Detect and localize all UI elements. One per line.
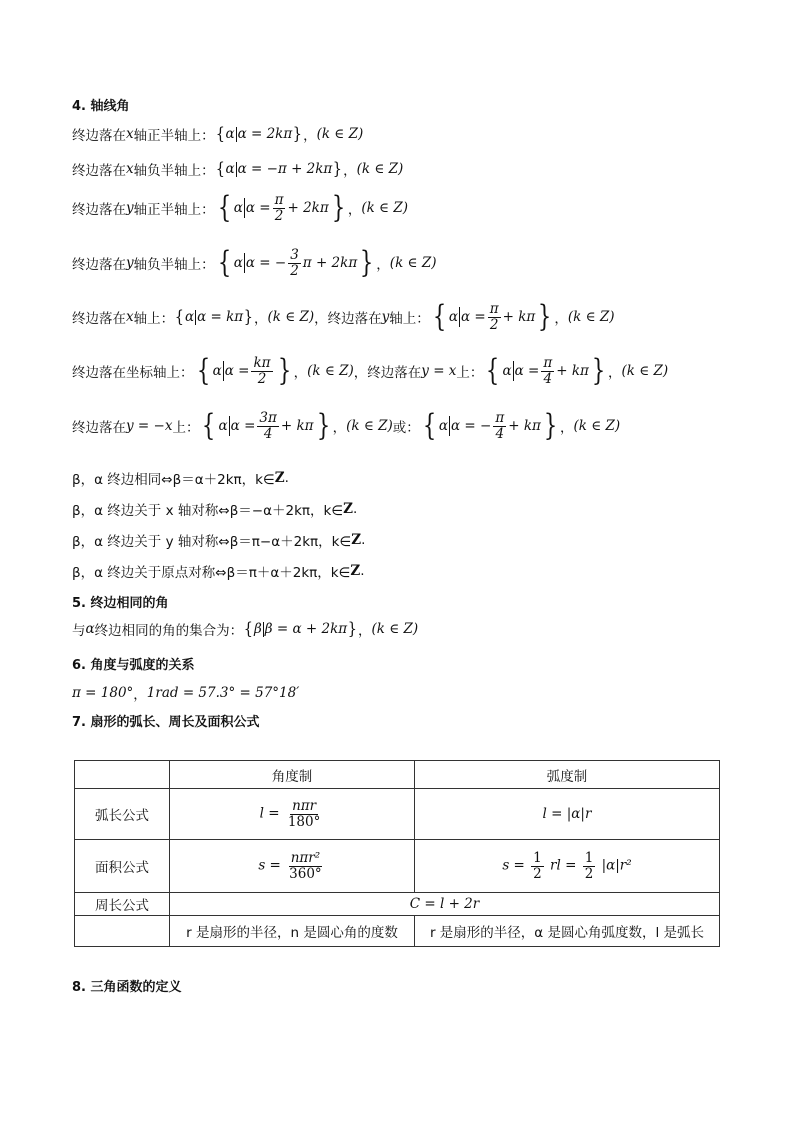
line-y-positive: 终边落在 y 轴正半轴上： { α α = $\frac{\pi}{2}$ + 2kπ } ， (k ∈ Z): [72, 190, 408, 225]
rule-origin-symmetry: β，α 终边关于原点对称⇔β＝π＋α＋2kπ，k∈ Z .: [72, 563, 365, 581]
section-8-title: 8. 三角函数的定义: [72, 980, 182, 995]
section-5-title: 5. 终边相同的角: [72, 596, 169, 611]
table-header-degree: 角度制: [170, 761, 415, 789]
section-7-title: 7. 扇形的弧长、周长及面积公式: [72, 715, 260, 730]
line-y-negative: 终边落在 y 轴负半轴上： { α α = − $\frac{3}{2}$ π + 2kπ } ， (k ∈ Z): [72, 245, 437, 280]
rule-y-symmetry: β，α 终边关于 y 轴对称⇔β＝π−α＋2kπ，k∈ Z .: [72, 532, 366, 550]
sector-formula-table: [74, 760, 720, 947]
line-x-negative: 终边落在 x 轴负半轴上： { α α = −π + 2kπ } ， (k ∈ Z): [72, 159, 404, 179]
section-4-title: 4. 轴线角: [72, 99, 130, 114]
row-label-notes-empty: [75, 916, 170, 947]
note-radian: r 是扇形的半径，α 是圆心角弧度数，l 是弧长: [415, 916, 720, 947]
line-y-neg-x: 终边落在 y = −x 上： { α α = $\frac{3\pi}{4}$ + kπ } ， (k ∈ Z) 或： { α α = − $\frac{\pi}{4}$ + kπ } ， (k ∈ Z): [72, 408, 621, 443]
line-x-y-axis: 终边落在 x 轴上： { α α = kπ } ， (k ∈ Z) ，终边落在 y 轴上： { α α = $\frac{\pi}{2}$ + kπ } ， (k ∈ Z): [72, 299, 615, 334]
row-label-area: 面积公式: [75, 840, 170, 893]
rule-same-terminal: β，α 终边相同⇔β＝α＋2kπ，k∈ Z .: [72, 470, 289, 488]
section-6-title: 6. 角度与弧度的关系: [72, 658, 195, 673]
area-radian: s = $\frac{1}{2}$ rl = $\frac{1}{2}$ |α|r²: [415, 840, 720, 893]
area-degree: s = nπr² 360°: [170, 840, 415, 893]
arc-length-degree: l = nπr 180°: [170, 789, 415, 840]
rule-x-symmetry: β，α 终边关于 x 轴对称⇔β＝−α＋2kπ，k∈ Z .: [72, 501, 358, 519]
line-x-positive: 终边落在 x 轴正半轴上： { α α = 2kπ } ， (k ∈ Z): [72, 124, 364, 144]
line-coordinate-axes: 终边落在坐标轴上： { α α = $\frac{k\pi}{2}$ } ， (k ∈ Z) ，终边落在 y = x 上： { α α = $\frac{\pi}{4}$ + kπ } ， (k ∈ Z): [72, 353, 669, 388]
table-header-radian: 弧度制: [415, 761, 720, 789]
row-label-arc-length: 弧长公式: [75, 789, 170, 840]
arc-length-radian: l = |α|r: [415, 789, 720, 840]
row-label-perimeter: 周长公式: [75, 893, 170, 916]
perimeter-formula: C = l + 2r: [170, 893, 720, 916]
degree-radian-relation: π = 180° ， 1rad = 57.3° = 57°18′: [72, 685, 300, 703]
note-degree: r 是扇形的半径，n 是圆心角的度数: [170, 916, 415, 947]
same-terminal-set: 与 α 终边相同的角的集合为： { β β = α + 2kπ } ， (k ∈ Z): [72, 619, 419, 639]
table-header-empty: [75, 761, 170, 789]
